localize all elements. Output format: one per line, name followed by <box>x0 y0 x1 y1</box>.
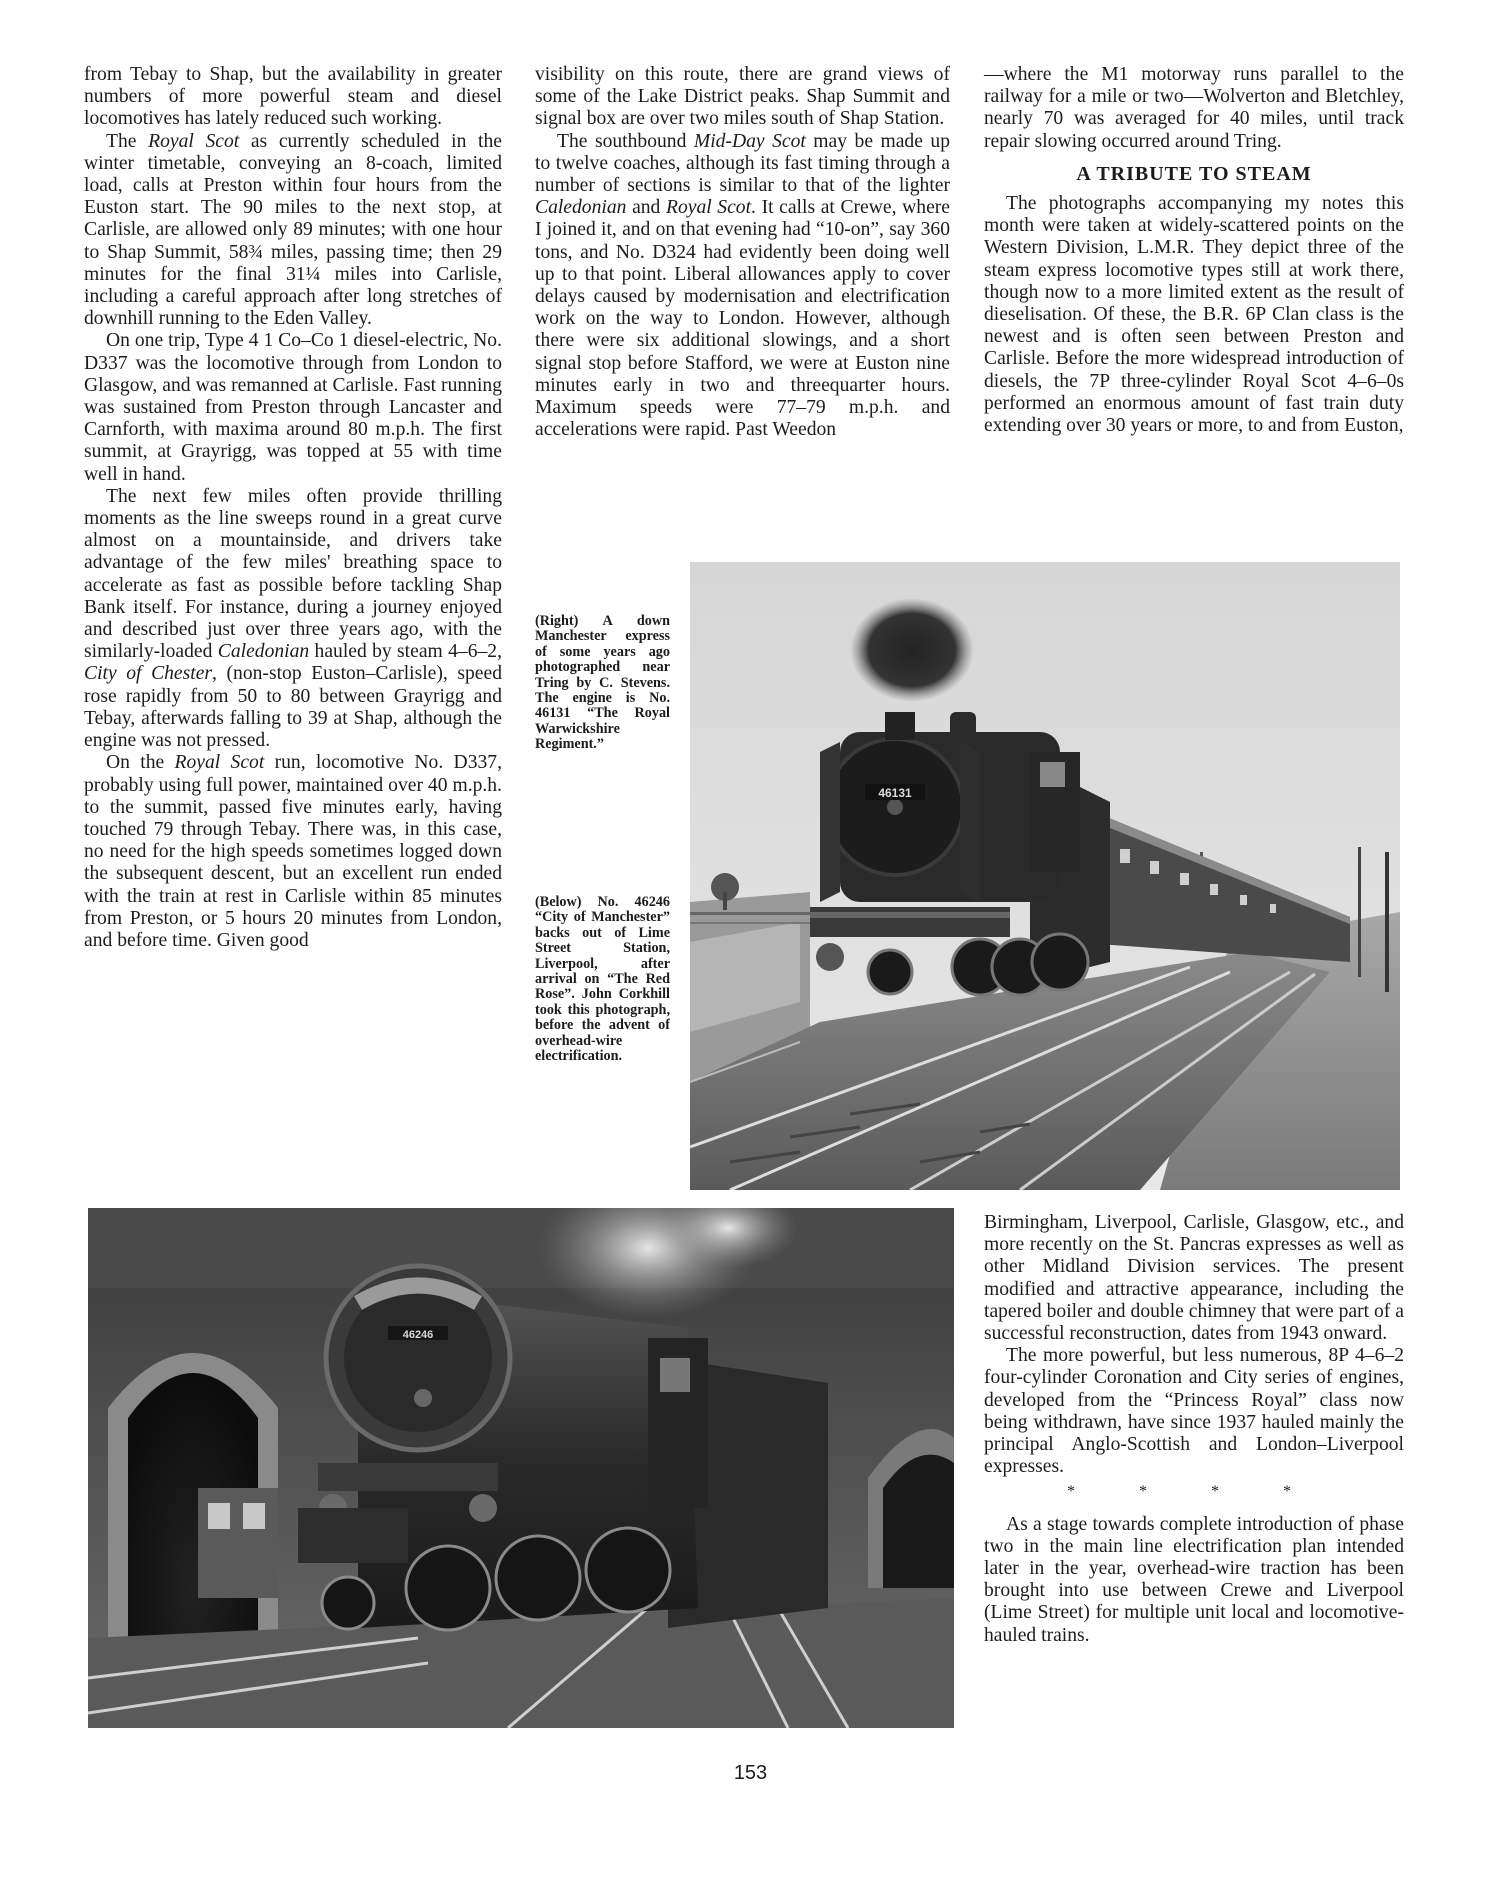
photo-locomotive-lime-street <box>88 1208 954 1728</box>
photo-caption-right: (Right) A down Manchester express of some years ago photographed near Tring by C. Stevens. The engine is No. 46131 “The Royal Warwickshire Regiment.” <box>535 613 670 753</box>
paragraph: On the Royal Scot run, locomotive No. D337, probably using full power, maintained over 40 m.p.h. to the summit, passed five minutes early, having touched 79 through Tebay. There was, in this case, no need for the high speeds sometimes logged down the subsequent descent, but an excellent run ended with the train at rest in Carlisle within 85 minutes from Preston, or 5 hours 20 minutes from London, and before time. Given good <box>84 752 502 951</box>
paragraph: As a stage towards complete introduction of phase two in the main line electrification plan intended later in the year, overhead-wire traction has been brought into use between Crewe and Liverpool (Lime Street) for multiple unit local and locomotive-hauled trains. <box>984 1513 1404 1646</box>
paragraph: —where the M1 motorway runs parallel to the railway for a mile or two—Wolverton and Bletchley, nearly 70 was averaged for 40 miles, until track repair slowing occurred around Tring. <box>984 64 1404 152</box>
paragraph: On one trip, Type 4 1 Co–Co 1 diesel-electric, No. D337 was the locomotive through from London to Glasgow, and was remanned at Carlisle. Fast running was sustained from Preston through Lancaster and Carnforth, with maxima around 80 m.p.h. The first summit, at Grayrigg, was topped at 55 with time well in hand. <box>84 330 502 485</box>
paragraph: The photographs accompanying my notes this month were taken at widely-scattered points on the Western Division, L.M.R. They depict three of the steam express locomotive types still at work there, though now to a more limited extent as the result of dieselisation. Of these, the B.R. 6P Clan class is the newest and is often seen between Preston and Carlisle. Before the more widespread introduction of diesels, the 7P three-cylinder Royal Scot 4–6–0s performed an enormous amount of fast train duty extending over 30 years or more, to and from Euston, <box>984 193 1404 437</box>
paragraph: Birmingham, Liverpool, Carlisle, Glasgow, etc., and more recently on the St. Pancras expresses as well as other Midland Division services. The present modified and attractive appearance, including the tapered boiler and double chimney that were part of a successful reconstruction, dates from 1943 onward. <box>984 1212 1404 1345</box>
paragraph: The more powerful, but less numerous, 8P 4–6–2 four-cylinder Coronation and City series of engines, developed from the “Princess Royal” class now being withdrawn, have since 1937 hauled mainly the principal Anglo-Scottish and London–Liverpool expresses. <box>984 1345 1404 1478</box>
paragraph: The Royal Scot as currently scheduled in the winter timetable, conveying an 8-coach, limited load, calls at Preston within four hours from the Euston start. The 90 miles to the next stop, at Carlisle, are allowed only 89 minutes; with one hour to Shap Summit, 58¾ miles, passing time; then 29 minutes for the final 31¼ miles into Carlisle, including a careful approach after long stretches of downhill running to the Eden Valley. <box>84 130 502 330</box>
text-column-3-continued <box>984 1212 1404 1647</box>
page-number: 153 <box>733 1762 768 1784</box>
paragraph: The next few miles often provide thrilling moments as the line sweeps round in a great curve almost on a mountainside, and drivers take advantage of the few miles' breathing space to accelerate as fast as possible before tackling Shap Bank itself. For instance, during a journey enjoyed and described just over three years ago, with the similarly-loaded Caledonian hauled by steam 4–6–2, City of Chester, (non-stop Euston–Carlisle), speed rose rapidly from 50 to 80 between Grayrigg and Tebay, afterwards falling to 39 at Shap, although the engine was not pressed. <box>84 485 502 752</box>
photo-locomotive-near-tring <box>690 562 1400 1190</box>
paragraph: visibility on this route, there are grand views of some of the Lake District peaks. Shap Summit and signal box are over two miles south of Shap Station. <box>535 64 950 130</box>
text-column-3 <box>984 64 1404 437</box>
photo-caption-below: (Below) No. 46246 “City of Manchester” backs out of Lime Street Station, Liverpool, after arrival on “The Red Rose”. John Corkhill took this photograph, before the advent of overhead-wire electrification. <box>535 894 670 1065</box>
section-heading: A TRIBUTE TO STEAM <box>1076 162 1312 185</box>
locomotive-number-plate: 46246 <box>402 1329 434 1341</box>
locomotive-number-plate: 46131 <box>878 786 912 800</box>
paragraph: The southbound Mid-Day Scot may be made up to twelve coaches, although its fast timing through a number of sections is similar to that of the lighter Caledonian and Royal Scot. It calls at Crewe, where I joined it, and on that evening had “10-on”, say 360 tons, and No. D324 had evidently been doing well up to that point. Liberal allowances apply to cover delays caused by modernisation and electrification work on the way to London. However, although there were six additional slowings, and a short signal stop before Stafford, we were at Euston nine minutes early in two and threequarter hours. Maximum speeds were 77–79 m.p.h. and accelerations were rapid. Past Weedon <box>535 130 950 441</box>
text-column-1 <box>84 64 502 952</box>
section-separator: * * * * <box>1067 1483 1321 1501</box>
paragraph: from Tebay to Shap, but the availability in greater numbers of more powerful steam and diesel locomotives has lately reduced such working. <box>84 64 502 130</box>
text-column-2 <box>535 64 950 441</box>
